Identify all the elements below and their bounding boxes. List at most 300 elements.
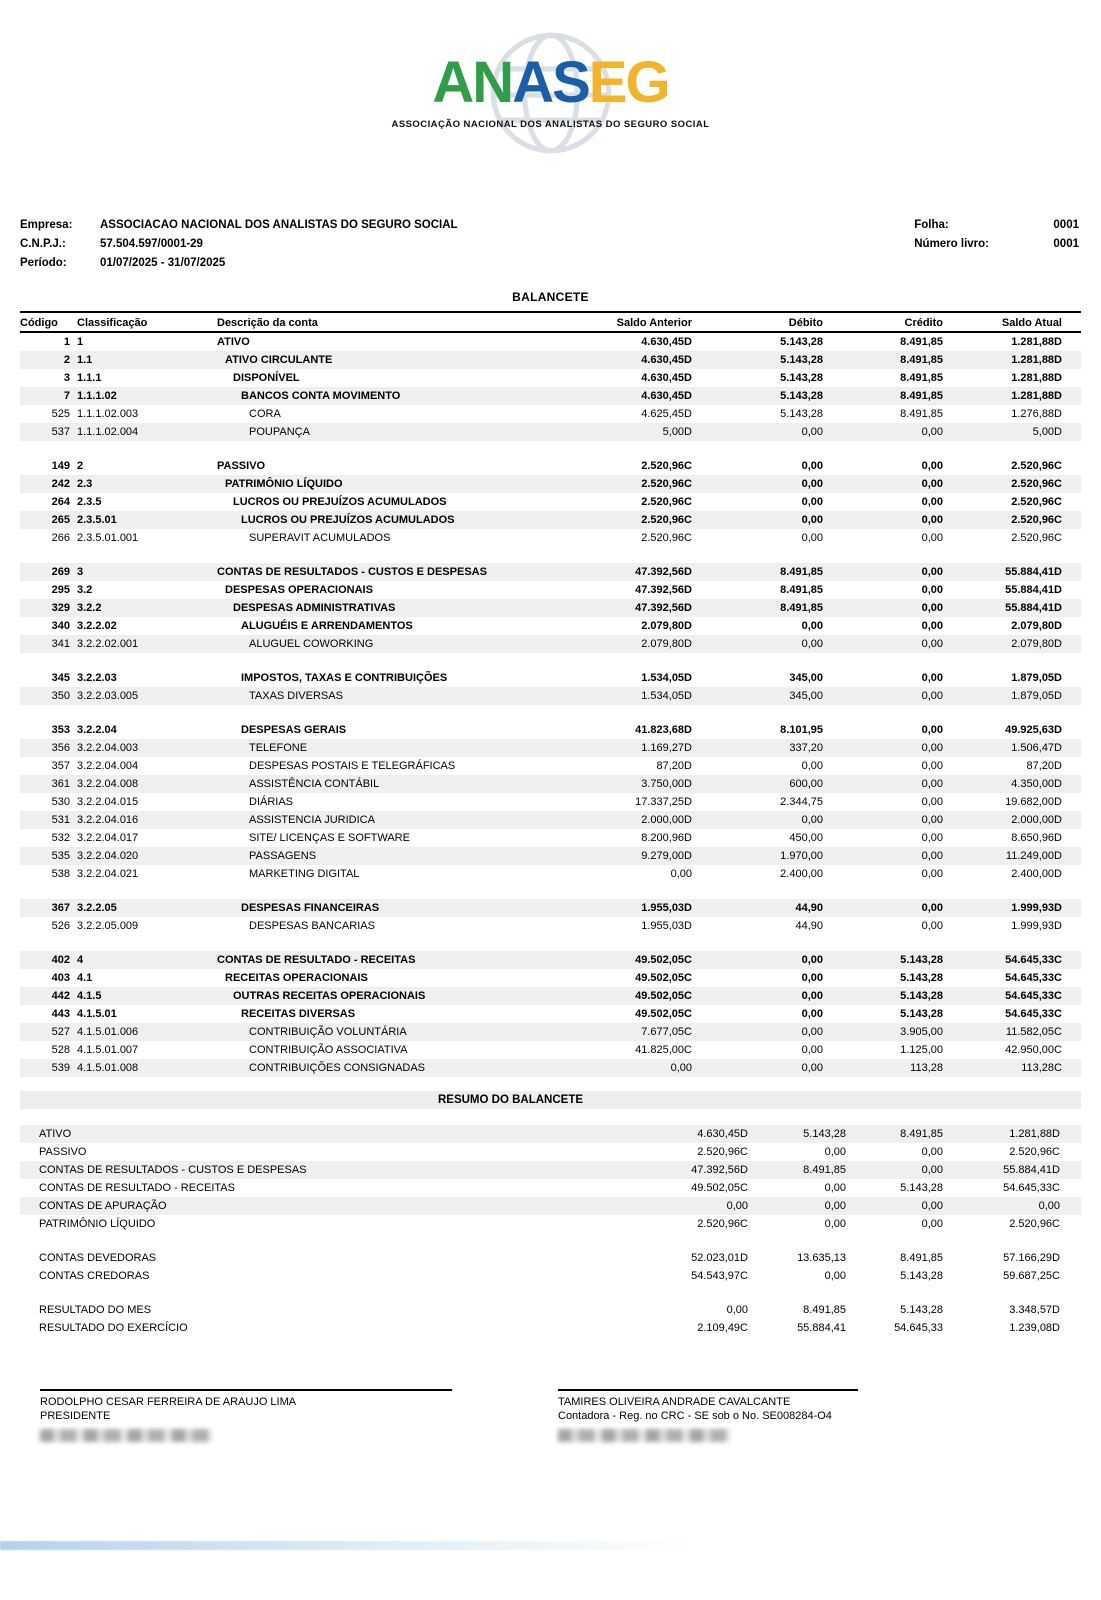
col-header-saldo-anterior: Saldo Anterior [616,317,692,329]
table-row [20,563,1081,581]
cell-descricao: IMPOSTOS, TAXAS E CONTRIBUIÇÕES [241,672,448,684]
resumo-row [20,1179,1081,1197]
cell-saldo-anterior: 2.079,80D [641,638,692,650]
cell-codigo: 264 [51,496,70,508]
row-spacer [20,883,1081,899]
cell-codigo: 356 [51,742,70,754]
cell-saldo-anterior: 49.502,05C [635,954,692,966]
table-row [20,405,1081,423]
signature-name: TAMIRES OLIVEIRA ANDRADE CAVALCANTE [558,1396,791,1408]
cell-saldo-anterior: 1.955,03D [641,920,692,932]
cell-credito: 0,00 [921,760,943,772]
cell-codigo: 266 [51,532,70,544]
balancete-table [20,311,1081,1077]
cell-codigo: 535 [51,850,70,862]
cell-classificacao: 3.2.2.04.017 [77,832,139,844]
redacted-cpf [40,1429,212,1442]
cell-codigo: 528 [51,1044,70,1056]
cell-credito: 5.143,28 [900,990,943,1002]
cell-descricao: TELEFONE [249,742,308,754]
col-header-credito: Crédito [904,317,943,329]
cell-credito: 8.491,85 [900,1128,943,1140]
cell-saldo-atual: 5,00D [1032,426,1062,438]
cell-credito: 0,00 [921,602,943,614]
cell-codigo: 269 [51,566,70,578]
cell-credito: 0,00 [921,620,943,632]
cell-classificacao: 2.3.5.01.001 [77,532,139,544]
cell-descricao: DESPESAS FINANCEIRAS [241,902,380,914]
cell-classificacao: 2.3.5 [77,496,102,508]
cell-resumo-label: RESULTADO DO EXERCÍCIO [39,1322,188,1334]
cell-codigo: 265 [51,514,70,526]
cell-debito: 0,00 [801,1044,823,1056]
cell-codigo: 532 [51,832,70,844]
cell-saldo-atual: 54.645,33C [1005,990,1062,1002]
cell-saldo-atual: 54.645,33C [1005,1008,1062,1020]
cell-saldo-atual: 2.520,96C [1009,1218,1060,1230]
cell-saldo-atual: 2.520,96C [1011,496,1062,508]
cell-resumo-label: PASSIVO [39,1146,87,1158]
table-row [20,969,1081,987]
cell-credito: 0,00 [921,778,943,790]
cell-saldo-anterior: 0,00 [670,868,692,880]
cell-descricao: DESPESAS BANCARIAS [249,920,375,932]
cell-classificacao: 4 [77,954,84,966]
resumo-row [20,1301,1081,1319]
cell-credito: 0,00 [921,496,943,508]
cell-classificacao: 1.1.1.02.004 [77,426,139,438]
cell-debito: 0,00 [801,954,823,966]
cell-saldo-anterior: 49.502,05C [635,972,692,984]
cell-credito: 0,00 [921,902,943,914]
row-spacer [20,653,1081,669]
resumo-row [20,1197,1081,1215]
cell-debito: 0,00 [824,1218,846,1230]
cell-descricao: DESPESAS ADMINISTRATIVAS [233,602,396,614]
cell-resumo-label: PATRIMÔNIO LÍQUIDO [39,1218,156,1230]
cell-descricao: RECEITAS OPERACIONAIS [225,972,368,984]
cell-saldo-atual: 8.650,96D [1011,832,1062,844]
cell-debito: 0,00 [801,1026,823,1038]
cell-descricao: POUPANÇA [249,426,310,438]
cell-debito: 0,00 [801,496,823,508]
cell-descricao: SUPERAVIT ACUMULADOS [249,532,391,544]
cell-credito: 0,00 [921,742,943,754]
table-row [20,423,1081,441]
cell-codigo: 340 [51,620,70,632]
cell-debito: 5.143,28 [780,408,823,420]
cell-saldo-atual: 1.239,08D [1009,1322,1060,1334]
cell-descricao: DESPESAS OPERACIONAIS [225,584,373,596]
cell-codigo: 539 [51,1062,70,1074]
cell-debito: 8.491,85 [780,584,823,596]
cell-classificacao: 4.1 [77,972,93,984]
cell-saldo-atual: 19.682,00D [1005,796,1062,808]
cell-debito: 8.491,85 [780,602,823,614]
sheet-info [914,216,1079,254]
cell-codigo: 442 [51,990,70,1002]
cell-saldo-anterior: 2.520,96C [641,478,692,490]
table-row [20,351,1081,369]
empresa-label: Empresa: [20,219,73,231]
cell-descricao: ATIVO [217,336,250,348]
cell-classificacao: 3.2.2.04.015 [77,796,139,808]
cell-credito: 0,00 [921,566,943,578]
row-spacer [20,705,1081,721]
cell-saldo-atual: 11.582,05C [1005,1026,1062,1038]
cell-debito: 2.400,00 [780,868,823,880]
signature-name: RODOLPHO CESAR FERREIRA DE ARAUJO LIMA [40,1396,297,1408]
cell-debito: 0,00 [801,972,823,984]
table-row [20,617,1081,635]
resumo-row [20,1215,1081,1233]
cell-saldo-atual: 1.506,47D [1011,742,1062,754]
cell-debito: 8.101,95 [780,724,823,736]
col-header-saldo-atual: Saldo Atual [1001,317,1062,329]
logo-part: EG [588,50,669,115]
cell-debito: 0,00 [801,638,823,650]
cell-saldo-atual: 1.999,93D [1011,920,1062,932]
cell-classificacao: 3.2 [77,584,93,596]
cell-credito: 0,00 [921,724,943,736]
cell-credito: 3.905,00 [900,1026,943,1038]
cell-credito: 8.491,85 [900,408,943,420]
cell-classificacao: 4.1.5.01.006 [77,1026,139,1038]
cell-debito: 0,00 [801,760,823,772]
cell-descricao: ALUGUÉIS E ARRENDAMENTOS [241,620,413,632]
cell-debito: 1.970,00 [780,850,823,862]
cell-saldo-atual: 59.687,25C [1003,1270,1060,1282]
cell-saldo-anterior: 41.823,68D [635,724,692,736]
logo-subtitle: ASSOCIAÇÃO NACIONAL DOS ANALISTAS DO SEGURO SOCIAL [391,119,710,130]
cnpj-value: 57.504.597/0001-29 [100,238,203,250]
cell-debito: 13.635,13 [797,1252,846,1264]
cell-descricao: LUCROS OU PREJUÍZOS ACUMULADOS [233,496,447,508]
resumo-rows [20,1125,1081,1337]
cell-codigo: 361 [51,778,70,790]
cell-credito: 0,00 [921,796,943,808]
cell-classificacao: 4.1.5.01.008 [77,1062,139,1074]
cell-saldo-atual: 49.925,63D [1005,724,1062,736]
table-row [20,1041,1081,1059]
cell-credito: 0,00 [921,1146,943,1158]
cell-descricao: DESPESAS GERAIS [241,724,347,736]
row-spacer [20,547,1081,563]
cell-classificacao: 2.3.5.01 [77,514,117,526]
cell-classificacao: 3 [77,566,84,578]
cell-saldo-anterior: 0,00 [726,1200,748,1212]
balancete-rows [20,333,1081,1077]
resumo-row [20,1249,1081,1267]
periodo-label: Período: [20,257,67,269]
cell-saldo-atual: 1.999,93D [1011,902,1062,914]
table-row [20,829,1081,847]
table-row [20,457,1081,475]
cell-debito: 450,00 [789,832,823,844]
cell-debito: 345,00 [789,690,823,702]
signature-block-presidente [40,1389,452,1442]
cell-debito: 0,00 [801,514,823,526]
logo [0,22,1101,172]
document-header [20,216,1081,273]
cell-resumo-label: CONTAS DE RESULTADOS - CUSTOS E DESPESAS [39,1164,307,1176]
table-row [20,721,1081,739]
cell-debito: 0,00 [801,532,823,544]
signature-role: PRESIDENTE [40,1410,111,1422]
report-title: BALANCETE [512,290,589,304]
cell-saldo-atual: 1.879,05D [1011,672,1062,684]
cell-credito: 5.143,28 [900,1304,943,1316]
cell-debito: 5.143,28 [780,372,823,384]
cell-codigo: 1 [63,336,70,348]
cell-classificacao: 3.2.2.03.005 [77,690,139,702]
cell-credito: 0,00 [921,638,943,650]
table-row [20,775,1081,793]
table-row [20,493,1081,511]
cell-credito: 0,00 [921,426,943,438]
cell-saldo-anterior: 47.392,56D [635,584,692,596]
cell-descricao: ASSISTÊNCIA CONTÁBIL [249,778,380,790]
cell-codigo: 526 [51,920,70,932]
cell-saldo-anterior: 1.534,05D [641,690,692,702]
cell-codigo: 149 [51,460,70,472]
cell-descricao: PASSAGENS [249,850,317,862]
cell-descricao: DISPONÍVEL [233,372,300,384]
table-row [20,793,1081,811]
cell-saldo-anterior: 17.337,25D [635,796,692,808]
cell-debito: 0,00 [801,426,823,438]
table-row [20,511,1081,529]
cell-classificacao: 2 [77,460,84,472]
resumo-row [20,1267,1081,1285]
table-row [20,581,1081,599]
cell-descricao: TAXAS DIVERSAS [249,690,343,702]
table-row [20,811,1081,829]
row-spacer [20,935,1081,951]
cell-saldo-atual: 1.276,88D [1011,408,1062,420]
cell-debito: 5.143,28 [780,354,823,366]
col-header-debito: Débito [788,317,823,329]
signature-line [40,1389,452,1391]
cell-saldo-atual: 55.884,41D [1003,1164,1060,1176]
cell-credito: 8.491,85 [900,1252,943,1264]
cell-saldo-atual: 57.166,29D [1003,1252,1060,1264]
table-row [20,917,1081,935]
table-row [20,865,1081,883]
cell-debito: 44,90 [795,920,823,932]
cell-credito: 0,00 [921,1164,943,1176]
row-spacer [20,1285,1081,1301]
cell-credito: 8.491,85 [900,336,943,348]
cell-classificacao: 3.2.2.04.003 [77,742,139,754]
table-header-row [20,311,1081,333]
cell-descricao: MARKETING DIGITAL [249,868,360,880]
cell-codigo: 403 [51,972,70,984]
cell-saldo-anterior: 2.520,96C [641,532,692,544]
cell-credito: 0,00 [921,532,943,544]
cell-debito: 0,00 [801,814,823,826]
cell-saldo-atual: 55.884,41D [1005,602,1062,614]
logo-wordmark [0,50,1101,115]
cell-saldo-anterior: 47.392,56D [691,1164,748,1176]
cell-credito: 0,00 [921,690,943,702]
cell-saldo-anterior: 2.520,96C [641,460,692,472]
cell-debito: 8.491,85 [780,566,823,578]
cell-codigo: 2 [63,354,70,366]
cell-credito: 0,00 [921,832,943,844]
cell-saldo-anterior: 4.630,45D [641,372,692,384]
cell-descricao: BANCOS CONTA MOVIMENTO [241,390,401,402]
cell-descricao: PATRIMÔNIO LÍQUIDO [225,478,343,490]
cell-codigo: 537 [51,426,70,438]
cell-saldo-atual: 2.400,00D [1011,868,1062,880]
cell-credito: 0,00 [921,850,943,862]
table-row [20,757,1081,775]
cell-credito: 0,00 [921,514,943,526]
cell-descricao: CONTAS DE RESULTADOS - CUSTOS E DESPESAS [217,566,487,578]
table-row [20,1059,1081,1077]
cell-resumo-label: RESULTADO DO MES [39,1304,152,1316]
cell-debito: 0,00 [824,1270,846,1282]
cell-saldo-atual: 55.884,41D [1005,566,1062,578]
cell-descricao: CORA [249,408,281,420]
cell-classificacao: 3.2.2 [77,602,102,614]
resumo-row [20,1125,1081,1143]
cell-codigo: 329 [51,602,70,614]
table-row [20,669,1081,687]
table-row [20,333,1081,351]
cell-codigo: 345 [51,672,70,684]
cell-codigo: 3 [63,372,70,384]
cell-saldo-anterior: 7.677,05C [641,1026,692,1038]
cell-resumo-label: CONTAS DE RESULTADO - RECEITAS [39,1182,235,1194]
table-row [20,635,1081,653]
cell-saldo-atual: 4.350,00D [1011,778,1062,790]
cell-saldo-atual: 1.281,88D [1009,1128,1060,1140]
cell-descricao: RECEITAS DIVERSAS [241,1008,356,1020]
cell-codigo: 350 [51,690,70,702]
cell-codigo: 538 [51,868,70,880]
cell-debito: 8.491,85 [803,1164,846,1176]
cell-classificacao: 4.1.5.01.007 [77,1044,139,1056]
cell-codigo: 531 [51,814,70,826]
cell-codigo: 527 [51,1026,70,1038]
cell-saldo-anterior: 2.079,80D [641,620,692,632]
folha-value: 0001 [1053,219,1079,231]
cell-saldo-anterior: 47.392,56D [635,566,692,578]
cell-descricao: ASSISTENCIA JURIDICA [249,814,375,826]
resumo-title-band [20,1091,1081,1109]
signature-role: Contadora - Reg. no CRC - SE sob o No. SE008284-O4 [558,1410,832,1422]
cell-saldo-anterior: 2.000,00D [641,814,692,826]
cell-saldo-anterior: 1.955,03D [641,902,692,914]
cell-credito: 8.491,85 [900,390,943,402]
cell-debito: 600,00 [789,778,823,790]
table-row [20,987,1081,1005]
periodo-value: 01/07/2025 - 31/07/2025 [100,257,226,269]
cell-saldo-atual: 2.520,96C [1011,514,1062,526]
cell-credito: 0,00 [921,814,943,826]
cell-saldo-anterior: 8.200,96D [641,832,692,844]
cell-saldo-anterior: 47.392,56D [635,602,692,614]
cell-credito: 1.125,00 [900,1044,943,1056]
cell-debito: 0,00 [824,1182,846,1194]
cell-debito: 0,00 [801,1062,823,1074]
cell-descricao: DESPESAS POSTAIS E TELEGRÁFICAS [249,760,456,772]
cell-saldo-anterior: 9.279,00D [641,850,692,862]
cell-classificacao: 3.2.2.04.008 [77,778,139,790]
cell-saldo-atual: 54.645,33C [1003,1182,1060,1194]
cell-credito: 0,00 [921,920,943,932]
cell-resumo-label: CONTAS CREDORAS [39,1270,150,1282]
table-row [20,1023,1081,1041]
cell-saldo-atual: 87,20D [1026,760,1062,772]
cell-credito: 0,00 [921,478,943,490]
cell-classificacao: 3.2.2.04 [77,724,117,736]
bottom-accent-bar [0,1541,697,1550]
cell-classificacao: 3.2.2.02 [77,620,117,632]
cell-debito: 5.143,28 [780,336,823,348]
cell-saldo-atual: 2.079,80D [1011,620,1062,632]
cell-resumo-label: ATIVO [39,1128,72,1140]
cell-classificacao: 3.2.2.02.001 [77,638,139,650]
cell-saldo-atual: 42.950,00C [1005,1044,1062,1056]
cell-credito: 8.491,85 [900,354,943,366]
cell-codigo: 295 [51,584,70,596]
cell-classificacao: 1.1.1.02 [77,390,117,402]
table-row [20,1005,1081,1023]
cell-classificacao: 3.2.2.05.009 [77,920,139,932]
cell-saldo-anterior: 0,00 [670,1062,692,1074]
cell-debito: 2.344,75 [780,796,823,808]
cell-descricao: ATIVO CIRCULANTE [225,354,333,366]
signatures [40,1389,1101,1442]
cell-codigo: 341 [51,638,70,650]
resumo-row [20,1143,1081,1161]
cell-debito: 337,20 [789,742,823,754]
cell-saldo-atual: 1.879,05D [1011,690,1062,702]
cell-debito: 0,00 [801,478,823,490]
cell-classificacao: 1 [77,336,84,348]
cell-codigo: 402 [51,954,70,966]
cell-descricao: ALUGUEL COWORKING [249,638,374,650]
row-spacer [20,441,1081,457]
cell-debito: 5.143,28 [803,1128,846,1140]
cell-codigo: 353 [51,724,70,736]
cell-saldo-anterior: 0,00 [726,1304,748,1316]
resumo-row [20,1161,1081,1179]
resumo-title: RESUMO DO BALANCETE [437,1094,584,1106]
cell-debito: 0,00 [824,1200,846,1212]
table-row [20,369,1081,387]
cell-classificacao: 1.1.1 [77,372,102,384]
cell-debito: 0,00 [801,460,823,472]
cell-saldo-anterior: 2.520,96C [697,1146,748,1158]
cell-saldo-anterior: 49.502,05C [635,1008,692,1020]
col-header-codigo: Código [20,317,58,329]
cell-codigo: 242 [51,478,70,490]
cell-codigo: 7 [63,390,70,402]
cell-saldo-anterior: 4.630,45D [697,1128,748,1140]
cell-credito: 0,00 [921,584,943,596]
cell-debito: 55.884,41 [797,1322,846,1334]
cell-saldo-anterior: 52.023,01D [691,1252,748,1264]
redacted-cpf [558,1429,730,1442]
cell-credito: 54.645,33 [894,1322,943,1334]
cell-saldo-atual: 2.520,96C [1011,460,1062,472]
table-row [20,847,1081,865]
resumo-row [20,1319,1081,1337]
